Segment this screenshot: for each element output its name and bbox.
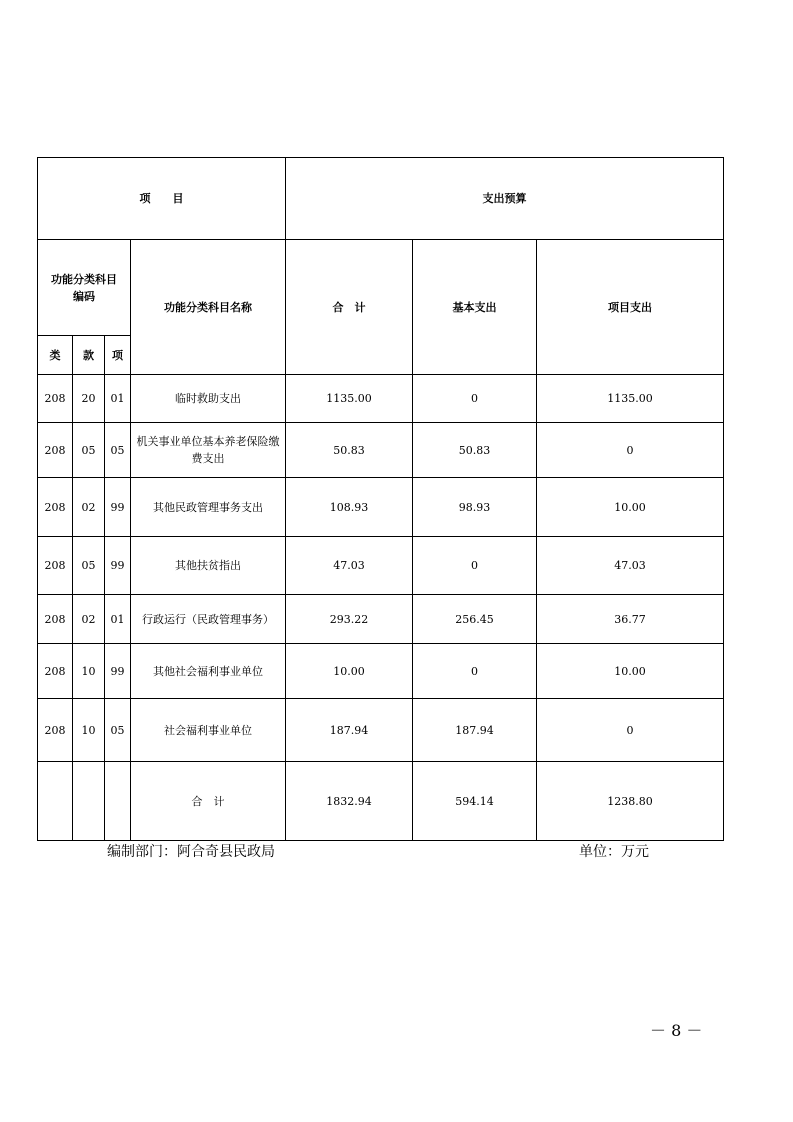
header-project-expense: 项目支出 bbox=[537, 240, 724, 375]
cell-name: 行政运行（民政管理事务） bbox=[131, 595, 286, 644]
table-row bbox=[38, 423, 724, 478]
cell-basic: 50.83 bbox=[413, 423, 537, 478]
header-lei: 类 bbox=[38, 336, 73, 375]
cell-total: 108.93 bbox=[286, 478, 413, 537]
cell-total: 10.00 bbox=[286, 644, 413, 699]
cell-basic: 98.93 bbox=[413, 478, 537, 537]
cell-name: 临时救助支出 bbox=[131, 375, 286, 423]
cell-project: 10.00 bbox=[537, 644, 724, 699]
table-row bbox=[38, 699, 724, 762]
table-row bbox=[38, 595, 724, 644]
cell-kuan: 20 bbox=[73, 375, 105, 423]
cell-lei-empty bbox=[38, 762, 73, 841]
table-row bbox=[38, 375, 724, 423]
total-project: 1238.80 bbox=[537, 762, 724, 841]
cell-name: 其他民政管理事务支出 bbox=[131, 478, 286, 537]
cell-basic: 0 bbox=[413, 375, 537, 423]
header-budget: 支出预算 bbox=[286, 158, 724, 240]
cell-xiang: 01 bbox=[105, 595, 131, 644]
header-code: 功能分类科目编码 bbox=[38, 240, 131, 336]
cell-name: 机关事业单位基本养老保险缴费支出 bbox=[131, 423, 286, 478]
header-kuan: 款 bbox=[73, 336, 105, 375]
cell-total: 293.22 bbox=[286, 595, 413, 644]
cell-kuan: 02 bbox=[73, 595, 105, 644]
cell-xiang: 01 bbox=[105, 375, 131, 423]
cell-project: 0 bbox=[537, 699, 724, 762]
cell-lei: 208 bbox=[38, 595, 73, 644]
cell-lei: 208 bbox=[38, 375, 73, 423]
footer-unit: 单位：万元 bbox=[579, 844, 649, 860]
cell-kuan-empty bbox=[73, 762, 105, 841]
cell-kuan: 05 bbox=[73, 537, 105, 595]
cell-xiang: 99 bbox=[105, 644, 131, 699]
cell-kuan: 05 bbox=[73, 423, 105, 478]
table-row bbox=[38, 644, 724, 699]
cell-project: 0 bbox=[537, 423, 724, 478]
cell-lei: 208 bbox=[38, 699, 73, 762]
cell-xiang: 05 bbox=[105, 699, 131, 762]
cell-project: 1135.00 bbox=[537, 375, 724, 423]
cell-kuan: 10 bbox=[73, 644, 105, 699]
cell-total: 50.83 bbox=[286, 423, 413, 478]
total-label: 合 计 bbox=[131, 762, 286, 841]
cell-basic: 0 bbox=[413, 537, 537, 595]
total-sum: 1832.94 bbox=[286, 762, 413, 841]
total-basic: 594.14 bbox=[413, 762, 537, 841]
cell-kuan: 10 bbox=[73, 699, 105, 762]
cell-project: 47.03 bbox=[537, 537, 724, 595]
cell-lei: 208 bbox=[38, 644, 73, 699]
cell-xiang: 99 bbox=[105, 478, 131, 537]
cell-name: 社会福利事业单位 bbox=[131, 699, 286, 762]
total-row bbox=[38, 762, 724, 841]
cell-xiang: 99 bbox=[105, 537, 131, 595]
cell-basic: 0 bbox=[413, 644, 537, 699]
cell-name: 其他社会福利事业单位 bbox=[131, 644, 286, 699]
budget-table bbox=[37, 157, 724, 841]
cell-total: 1135.00 bbox=[286, 375, 413, 423]
cell-name: 其他扶贫指出 bbox=[131, 537, 286, 595]
cell-basic: 187.94 bbox=[413, 699, 537, 762]
header-row-middle bbox=[38, 240, 724, 336]
cell-xiang: 05 bbox=[105, 423, 131, 478]
header-xiang: 项 bbox=[105, 336, 131, 375]
cell-project: 10.00 bbox=[537, 478, 724, 537]
cell-xiang-empty bbox=[105, 762, 131, 841]
header-row-top bbox=[38, 158, 724, 240]
cell-basic: 256.45 bbox=[413, 595, 537, 644]
cell-total: 47.03 bbox=[286, 537, 413, 595]
header-name: 功能分类科目名称 bbox=[131, 240, 286, 375]
header-basic: 基本支出 bbox=[413, 240, 537, 375]
table-row bbox=[38, 478, 724, 537]
cell-lei: 208 bbox=[38, 478, 73, 537]
header-total: 合 计 bbox=[286, 240, 413, 375]
header-project: 项 目 bbox=[38, 158, 286, 240]
cell-lei: 208 bbox=[38, 423, 73, 478]
page-number: － 8 － bbox=[650, 1021, 703, 1040]
footer-department: 编制部门：阿合奇县民政局 bbox=[107, 844, 275, 860]
table-row bbox=[38, 537, 724, 595]
cell-total: 187.94 bbox=[286, 699, 413, 762]
cell-project: 36.77 bbox=[537, 595, 724, 644]
cell-lei: 208 bbox=[38, 537, 73, 595]
cell-kuan: 02 bbox=[73, 478, 105, 537]
